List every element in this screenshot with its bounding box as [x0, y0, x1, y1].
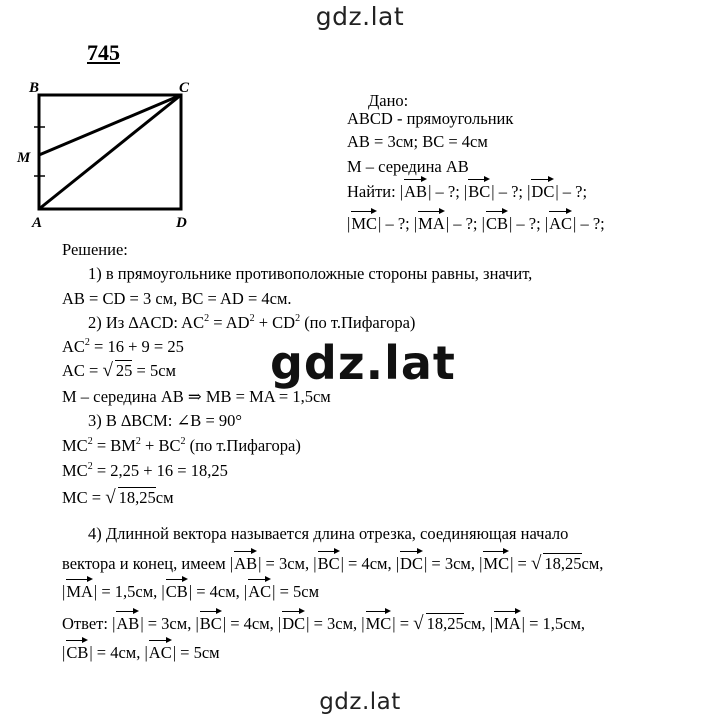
solution-step-2: [88, 313, 415, 333]
ans-sqrt-sign: √: [413, 613, 424, 634]
s3-pre: AC: [62, 337, 85, 356]
solution-step-3: 3) В ∆BCM: ∠B = 90°: [88, 411, 242, 430]
ans-eq-cb: = 4см,: [92, 643, 141, 662]
vec4-cb: CB: [166, 576, 188, 602]
vector-ma: MA: [418, 208, 445, 234]
given-heading: Дано:: [368, 91, 409, 110]
ans-bc: BC: [200, 608, 222, 634]
vec4-ac: AC: [248, 576, 271, 602]
eq4-ma: = 1,5см,: [97, 582, 158, 601]
s2-mid: = AD: [209, 313, 250, 332]
radicand-25: 25: [115, 361, 133, 380]
label-c: C: [179, 80, 190, 96]
solution-step-4-line-3: |MA| = 1,5см, |CB| = 4см, |AC| = 5см: [62, 576, 319, 602]
radicand-1825: 18,25: [118, 488, 156, 507]
watermark-middle: gdz.lat: [270, 336, 456, 390]
s4-pre: AC =: [62, 361, 103, 380]
solution-heading: Решение:: [62, 240, 128, 259]
sqrt-sign-25: √: [102, 360, 113, 381]
q-mc: – ?;: [381, 214, 410, 233]
vec4-ab: AB: [234, 548, 257, 574]
s7-sup-b: 2: [135, 436, 141, 447]
s2-sup-b: 2: [249, 313, 255, 324]
vector-dc: DC: [531, 176, 554, 202]
ans-ab: AB: [116, 608, 139, 634]
eq4-bc: = 4см,: [343, 554, 392, 573]
ans-ma: MA: [494, 608, 521, 634]
ans-eq-dc: = 3см,: [309, 614, 358, 633]
vector-ab: AB: [404, 176, 427, 202]
label-b: B: [29, 80, 40, 96]
q-ma: – ?;: [449, 214, 478, 233]
vector-mc: MC: [351, 208, 377, 234]
s7-mid: = BM: [92, 436, 136, 455]
watermark-bottom: gdz.lat: [319, 689, 401, 715]
ans-eq-ac: = 5см: [176, 643, 220, 662]
given-line-1: ABCD - прямоугольник: [347, 109, 514, 128]
s2-sup-c: 2: [295, 313, 301, 324]
s3-sup: 2: [84, 337, 90, 348]
vec4-bc: BC: [318, 548, 340, 574]
answer-label: Ответ:: [62, 614, 108, 633]
solution-ac-squared: [62, 337, 184, 357]
given-line-3: M – середина AB: [347, 157, 469, 176]
ans-ac: AC: [149, 637, 172, 663]
given-find-line-2: |MC| – ?; |MA| – ?; |CB| – ?; |AC| – ?;: [347, 208, 605, 234]
s11-pre: вектора и конец, имеем: [62, 554, 226, 573]
given-find-line-1: Найти: |AB| – ?; |BC| – ?; |DC| – ?;: [347, 176, 587, 202]
vector-cb: CB: [486, 208, 508, 234]
given-line-2: AB = 3см; BC = 4см: [347, 132, 488, 151]
answer-line-2: |CB| = 4см, |AC| = 5см: [62, 637, 220, 663]
s8-post: = 2,25 + 16 = 18,25: [92, 461, 228, 480]
ans-radicand: 18,25: [426, 614, 464, 633]
cm-4: см,: [581, 554, 604, 573]
q-dc: – ?;: [558, 182, 588, 201]
s7-pre: MC: [62, 436, 88, 455]
find-label: Найти:: [347, 182, 396, 201]
solution-ac-value: [62, 360, 176, 381]
ans-eq-bc: = 4см,: [226, 614, 274, 633]
q-cb: – ?;: [512, 214, 541, 233]
s2-sup-a: 2: [204, 313, 210, 324]
vec4-dc: DC: [400, 548, 423, 574]
vector-ac: AC: [549, 208, 572, 234]
eq4-dc: = 3см,: [427, 554, 475, 573]
ans-dc: DC: [282, 608, 305, 634]
problem-number: 745: [87, 40, 120, 65]
s7-sup-a: 2: [87, 436, 93, 447]
q-ac: – ?;: [576, 214, 605, 233]
segment-ac: [39, 95, 181, 209]
label-d: D: [176, 215, 187, 231]
s7-sup-c: 2: [180, 436, 186, 447]
vec4-mc: MC: [483, 548, 509, 574]
solution-step-1b: AB = CD = 3 см, BC = AD = 4см.: [62, 289, 292, 308]
vec4-ma: MA: [66, 576, 93, 602]
s7-post: (по т.Пифагора): [185, 436, 301, 455]
ans-cm: см,: [463, 614, 486, 633]
q-ab: – ?;: [431, 182, 460, 201]
solution-step-4: 4) Длинной вектора называется длина отрезка, соединяющая начало: [88, 524, 569, 543]
ans-eq-ab: = 3см,: [143, 614, 192, 633]
s4-post: = 5см: [132, 361, 176, 380]
sqrt-sign-4: √: [530, 553, 542, 574]
solution-step-1: 1) в прямоугольнике противоположные стороны равны, значит,: [88, 264, 533, 283]
eq4-mc: =: [513, 554, 531, 573]
vector-bc: BC: [468, 176, 490, 202]
eq4-cb: = 4см,: [192, 582, 240, 601]
sqrt-sign-1825: √: [105, 487, 116, 508]
s7-mid2: + BC: [140, 436, 181, 455]
s8-pre: MC: [62, 461, 88, 480]
solution-mc-value: [62, 487, 174, 508]
s2-post: (по т.Пифагора): [300, 313, 416, 332]
ans-mc: MC: [366, 608, 392, 634]
label-m: M: [17, 150, 31, 166]
solution-mc-pythagoras: [62, 436, 301, 456]
radicand-4: 18,25: [544, 554, 582, 573]
answer-line-1: Ответ: |AB| = 3см, |BC| = 4см, |DC| = 3см, |MC| = √ 18,25см, |MA| = 1,5см,: [62, 608, 585, 634]
s2-mid2: + CD: [254, 313, 296, 332]
s9-pre: MC =: [62, 488, 106, 507]
ans-eq-ma: = 1,5см,: [524, 614, 586, 633]
s3-post: = 16 + 9 = 25: [89, 337, 184, 356]
eq4-ac: = 5см: [275, 582, 320, 601]
s9-post: см: [155, 488, 174, 507]
watermark-top: gdz.lat: [315, 2, 405, 31]
solution-step-4-line-2: вектора и конец, имеем |AB| = 3см, |BC| = 4см, |DC| = 3см, |MC| = √ 18,25см,: [62, 548, 603, 574]
solution-mc-squared: [62, 461, 228, 481]
s8-sup: 2: [87, 461, 93, 472]
ans-cb: CB: [66, 637, 88, 663]
ans-eq-mc: =: [395, 614, 414, 633]
q-bc: – ?;: [494, 182, 523, 201]
solution-midpoint: M – середина AB ⇒ MB = MA = 1,5см: [62, 387, 331, 406]
segment-mc: [39, 95, 181, 155]
label-a: A: [32, 215, 43, 231]
s2-pre: 2) Из ∆ACD: AC: [88, 313, 205, 332]
eq4-ab: = 3см,: [261, 554, 310, 573]
